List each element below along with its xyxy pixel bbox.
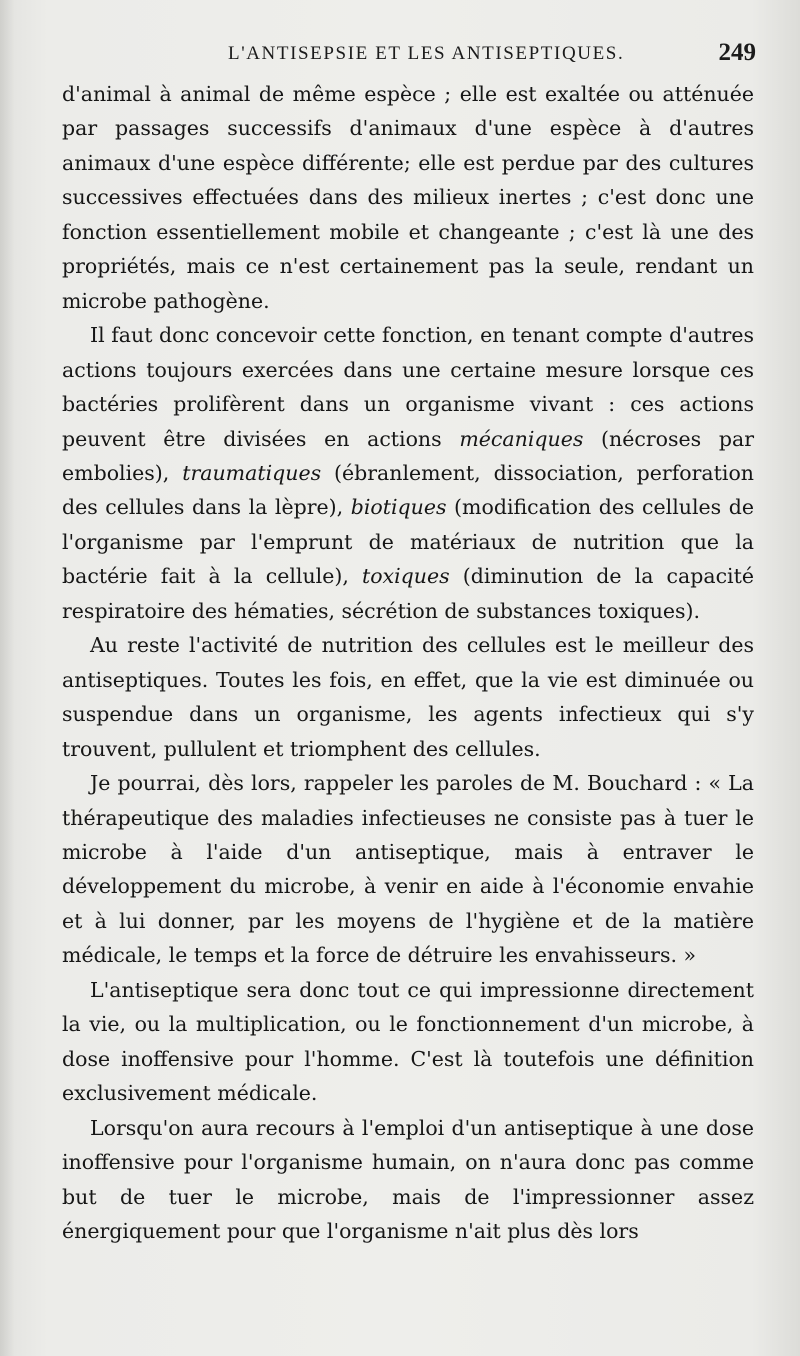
page-number: 249 bbox=[718, 39, 756, 66]
paragraph-text: Au reste l'activité de nutrition des cellules est le meilleur des antiseptiques. Toutes les fois, en effet, que la vie est diminuée ou suspendue dans un organisme, les agents infectieux qui s'y trouvent, pullulent et triomphent des cellules. bbox=[62, 633, 754, 761]
page-edge-shadow bbox=[0, 0, 14, 1356]
paragraph-text: (diminution de la capacité respiratoire des hématies, sécrétion de substances toxiques). bbox=[62, 564, 754, 623]
italic-term: traumatiques bbox=[182, 460, 322, 485]
body-text bbox=[62, 77, 754, 1248]
paragraph-text: Il faut donc concevoir cette fonction, en tenant compte d'autres actions toujours exercées dans une certaine mesure lorsque ces bactéries prolifèrent dans un organisme vivant : ces actions peuvent être divisées en actions bbox=[62, 323, 754, 451]
paragraph-text: (ébranlement, dissociation, perforation des cellules dans la lèpre), bbox=[62, 460, 754, 520]
paragraph-text: (modification des cellules de l'organisme par l'emprunt de matériaux de nutrition que la bactérie fait à la cellule), bbox=[62, 495, 754, 589]
paragraph-text: (nécroses par embolies), bbox=[62, 426, 754, 485]
paragraph bbox=[62, 628, 754, 766]
italic-term: mécaniques bbox=[459, 426, 584, 451]
paragraph-text: d'animal à animal de même espèce ; elle est exaltée ou atténuée par passages successifs d'animaux d'une espèce à d'autres animaux d'une espèce différente; elle est perdue par des cultures successives effectuées dans des milieux inertes ; c'est donc une fonction essentiellement mobile et changeante ; c'est là une des propriétés, mais ce n'est certainement pas la seule, rendant un microbe pathogène. bbox=[62, 82, 754, 313]
paragraph bbox=[62, 973, 754, 1111]
running-title: L'ANTISEPSIE ET LES ANTISEPTIQUES. bbox=[228, 43, 625, 64]
italic-term: toxiques bbox=[361, 564, 450, 589]
paragraph-text: L'antiseptique sera donc tout ce qui impressionne directement la vie, ou la multiplication, ou le fonctionnement d'un microbe, à dose inoffensive pour l'homme. C'est là toutefois une définition exclusivement médicale. bbox=[62, 977, 754, 1106]
paragraph-text: Lorsqu'on aura recours à l'emploi d'un antiseptique à une dose inoffensive pour l'organisme humain, on n'aura donc pas comme but de tuer le microbe, mais de l'impressionner assez énergiquement pour que l'organisme n'ait plus dès lors bbox=[62, 1115, 754, 1243]
page-header bbox=[60, 38, 756, 70]
paragraph-text: Je pourrai, dès lors, rappeler les paroles de M. Bouchard : « La thérapeutique des maladies infectieuses ne consiste pas à tuer le microbe à l'aide d'un antiseptique, mais à entraver le développement du microbe, à venir en aide à l'économie envahie et à lui donner, par les moyens de l'hygiène et de la matière médicale, le temps et la force de détruire les envahisseurs. » bbox=[62, 771, 754, 968]
paragraph bbox=[62, 77, 754, 318]
paragraph bbox=[62, 1111, 754, 1249]
paragraph bbox=[62, 318, 754, 628]
paragraph bbox=[62, 766, 754, 973]
italic-term: biotiques bbox=[350, 495, 447, 520]
